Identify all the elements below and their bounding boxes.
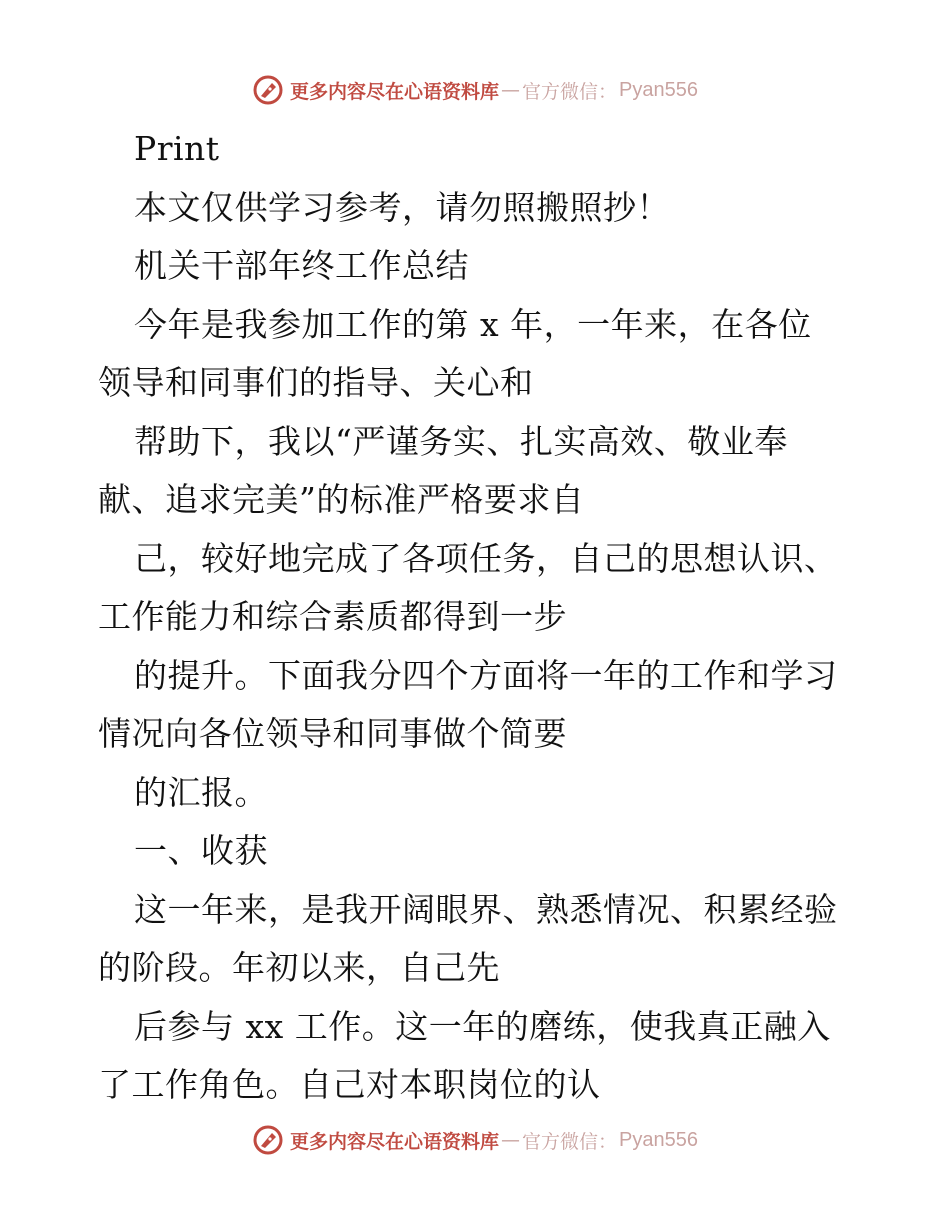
- section-heading: 一、收获: [134, 831, 268, 870]
- paragraph-line: 的汇报。: [134, 772, 268, 812]
- document-body: [98, 120, 858, 1115]
- pen-nib-circle-icon: [252, 1124, 284, 1156]
- paragraph-line: 己，较好地完成了各项任务，自己的思想认识、: [134, 538, 838, 578]
- brand-text: 更多内容尽在心语资料库: [290, 80, 500, 103]
- paragraph-line: 今年是我参加工作的第 x 年，一年来，在各位: [134, 304, 812, 344]
- paragraph-line: 后参与 xx 工作。这一年的磨练，使我真正融入: [134, 1006, 831, 1046]
- disclaimer-line: 本文仅供学习参考，请勿照搬照抄！: [134, 187, 670, 227]
- paragraph-line: 领导和同事们的指导、关心和: [98, 363, 534, 402]
- banner-separator: —: [501, 1129, 521, 1151]
- header-watermark-banner: [0, 70, 950, 110]
- banner-separator: —: [501, 79, 521, 101]
- paragraph-line: 的阶段。年初以来，自己先: [98, 948, 500, 987]
- paragraph-line: 献、追求完美”的标准严格要求自: [98, 480, 585, 519]
- paragraph-line: 了工作角色。自己对本职岗位的认: [98, 1065, 601, 1104]
- paragraph-line: 这一年来，是我开阔眼界、熟悉情况、积累经验: [134, 889, 838, 929]
- paragraph-line: 帮助下，我以“严谨务实、扎实高效、敬业奉: [134, 421, 788, 461]
- pen-nib-circle-icon: [252, 74, 284, 106]
- footer-watermark-banner: [0, 1120, 950, 1160]
- paragraph-line: 情况向各位领导和同事做个简要: [98, 714, 567, 753]
- document-title: 机关干部年终工作总结: [134, 246, 469, 285]
- wechat-id: Pyan556: [619, 1128, 698, 1151]
- wechat-id: Pyan556: [619, 78, 698, 101]
- wechat-label: 官方微信：: [522, 1130, 618, 1153]
- brand-text: 更多内容尽在心语资料库: [290, 1130, 500, 1153]
- paragraph-line: 工作能力和综合素质都得到一步: [98, 597, 567, 636]
- paragraph-line: 的提升。下面我分四个方面将一年的工作和学习: [134, 655, 838, 695]
- print-label: Print: [134, 129, 220, 168]
- wechat-label: 官方微信：: [522, 80, 618, 103]
